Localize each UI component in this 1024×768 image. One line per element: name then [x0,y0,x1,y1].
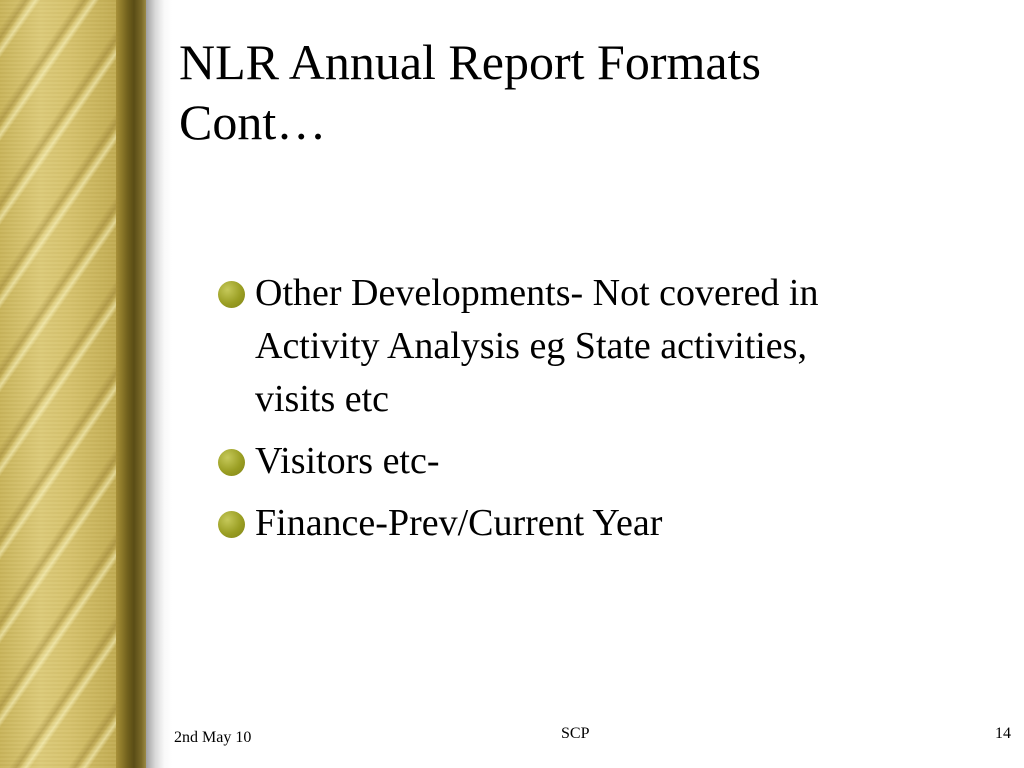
bullet-text-line: visits etc [255,378,390,420]
slide-title [179,32,999,152]
bullet-dot-icon [218,449,245,476]
bullet-dot-icon [218,281,245,308]
bullet-item [218,435,958,488]
decorative-pillar [116,0,146,768]
bullet-text-line: Other Developments- Not covered in [255,272,819,314]
bullet-item [218,267,958,426]
bullet-dot-icon [218,511,245,538]
footer-center-text: SCP [561,725,590,742]
bullet-text-line: Finance-Prev/Current Year [255,502,663,544]
title-line: Cont… [179,94,327,150]
decorative-gold-band [0,0,116,768]
title-line: NLR Annual Report Formats [179,34,761,90]
bullet-text-line: Visitors etc- [255,440,440,482]
bullet-item [218,497,958,550]
pillar-shadow [146,0,172,768]
page-number: 14 [995,725,1011,742]
footer-date: 2nd May 10 [174,729,252,746]
bullet-text-line: Activity Analysis eg State activities, [255,325,807,367]
bullet-list [218,267,958,559]
